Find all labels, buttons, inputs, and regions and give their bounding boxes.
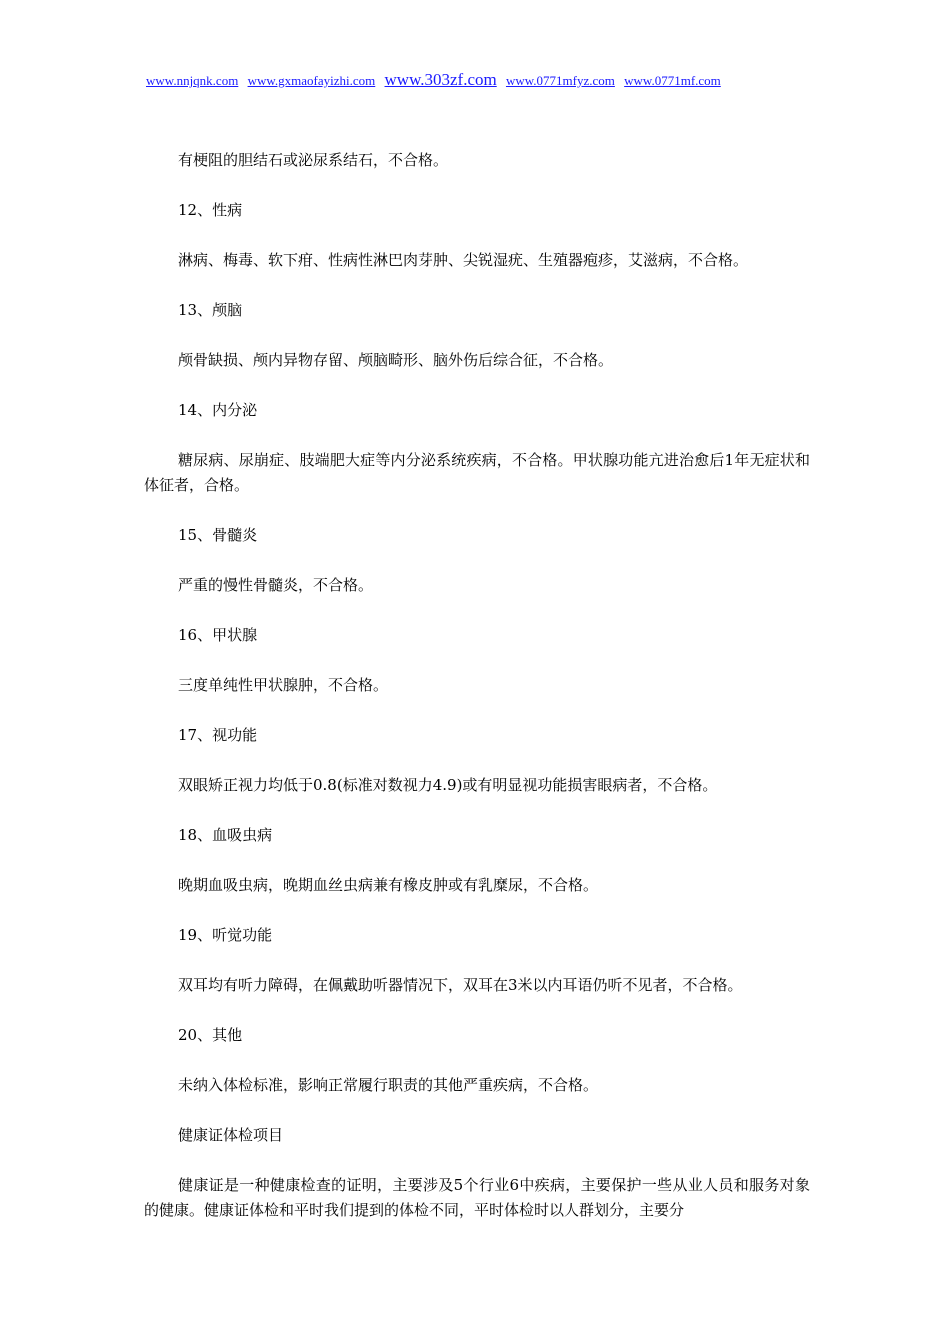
heading-hearing: 19、听觉功能 — [178, 926, 273, 944]
paragraph-health-certificate: 健康证是一种健康检查的证明，主要涉及5个行业6中疾病，主要保护一些从业人员和服务对象的健康。健康证体检和平时我们提到的体检不同，平时体检时以人群划分，主要分 — [144, 1176, 810, 1219]
paragraph-std: 淋病、梅毒、软下疳、性病性淋巴肉芽肿、尖锐湿疣、生殖器疱疹，艾滋病，不合格。 — [178, 251, 749, 269]
paragraph-hearing: 双耳均有听力障碍，在佩戴助听器情况下，双耳在3米以内耳语仍听不见者，不合格。 — [178, 976, 743, 994]
heading-thyroid: 16、甲状腺 — [178, 626, 258, 644]
heading-schistosomiasis: 18、血吸虫病 — [178, 826, 273, 844]
heading-endocrine: 14、内分泌 — [178, 401, 258, 419]
heading-osteomyelitis: 15、骨髓炎 — [178, 526, 258, 544]
paragraph-cranial: 颅骨缺损、颅内异物存留、颅脑畸形、脑外伤后综合征，不合格。 — [178, 351, 614, 369]
link-0771mfyz[interactable]: www.0771mfyz.com — [505, 73, 615, 88]
heading-other: 20、其他 — [178, 1026, 243, 1044]
link-nnjqnk[interactable]: www.nnjqnk.com — [146, 73, 239, 88]
document-body — [144, 148, 810, 1248]
paragraph-osteomyelitis: 严重的慢性骨髓炎，不合格。 — [178, 576, 374, 594]
paragraph-vision: 双眼矫正视力均低于0.8(标准对数视力4.9)或有明显视功能损害眼病者，不合格。 — [178, 776, 718, 794]
paragraph-schistosomiasis: 晚期血吸虫病，晚期血丝虫病兼有橡皮肿或有乳糜尿，不合格。 — [178, 876, 599, 894]
paragraph-thyroid: 三度单纯性甲状腺肿，不合格。 — [178, 676, 389, 694]
paragraph-other: 未纳入体检标准，影响正常履行职责的其他严重疾病，不合格。 — [178, 1076, 599, 1094]
heading-std: 12、性病 — [178, 201, 243, 219]
heading-health-certificate: 健康证体检项目 — [178, 1126, 284, 1144]
link-0771mf[interactable]: www.0771mf.com — [624, 73, 721, 88]
heading-vision: 17、视功能 — [178, 726, 258, 744]
header-links — [146, 70, 826, 91]
paragraph-gallstone: 有梗阻的胆结石或泌尿系结石，不合格。 — [178, 151, 449, 169]
link-303zf[interactable]: www.303zf.com — [384, 70, 497, 89]
link-gxmaofayizhi[interactable]: www.gxmaofayizhi.com — [247, 73, 376, 88]
paragraph-endocrine: 糖尿病、尿崩症、肢端肥大症等内分泌系统疾病，不合格。甲状腺功能亢进治愈后1年无症状和体征者，合格。 — [144, 451, 810, 494]
heading-cranial: 13、颅脑 — [178, 301, 243, 319]
